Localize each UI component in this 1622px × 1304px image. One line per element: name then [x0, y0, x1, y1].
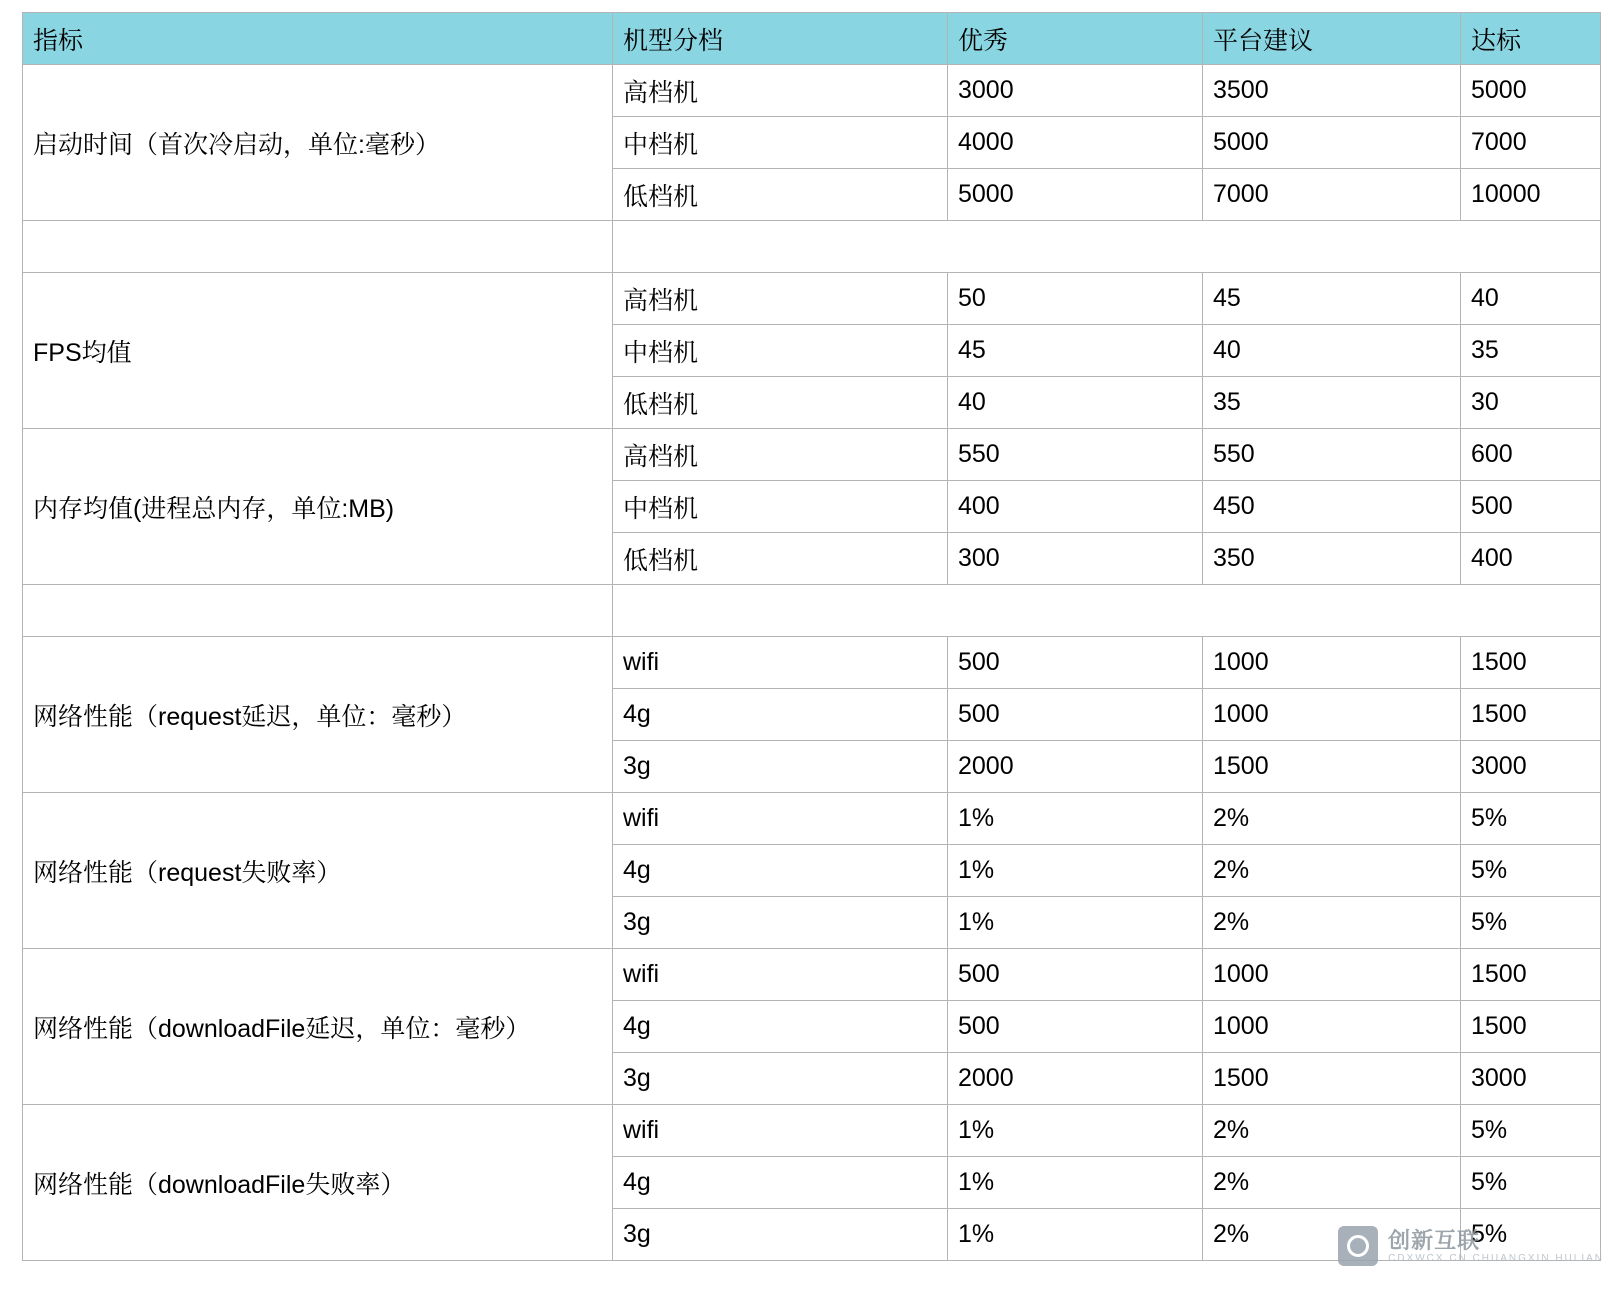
pass-value-cell: 500	[1461, 481, 1601, 533]
metric-name-cell: 网络性能（request延迟，单位：毫秒）	[23, 637, 613, 793]
column-header-excellent: 优秀	[948, 13, 1203, 65]
device-tier-cell: 低档机	[613, 377, 948, 429]
device-tier-cell: 低档机	[613, 533, 948, 585]
watermark-text	[1388, 1228, 1604, 1265]
platform-recommendation-cell: 2%	[1203, 1105, 1461, 1157]
pass-value-cell: 5%	[1461, 897, 1601, 949]
excellent-value-cell: 500	[948, 949, 1203, 1001]
pass-value-cell: 7000	[1461, 117, 1601, 169]
platform-recommendation-cell: 45	[1203, 273, 1461, 325]
excellent-value-cell: 550	[948, 429, 1203, 481]
excellent-value-cell: 500	[948, 637, 1203, 689]
platform-recommendation-cell: 1000	[1203, 1001, 1461, 1053]
excellent-value-cell: 50	[948, 273, 1203, 325]
pass-value-cell: 10000	[1461, 169, 1601, 221]
device-tier-cell: 3g	[613, 1053, 948, 1105]
platform-recommendation-cell: 1000	[1203, 689, 1461, 741]
device-tier-cell: wifi	[613, 793, 948, 845]
device-tier-cell: 4g	[613, 689, 948, 741]
excellent-value-cell: 4000	[948, 117, 1203, 169]
device-tier-cell: 4g	[613, 1157, 948, 1209]
device-tier-cell: 高档机	[613, 273, 948, 325]
metric-name-cell: 内存均值(进程总内存，单位:MB)	[23, 429, 613, 585]
watermark-title: 创新互联	[1388, 1227, 1481, 1253]
metric-name-cell: 网络性能（downloadFile延迟，单位：毫秒）	[23, 949, 613, 1105]
device-tier-cell: wifi	[613, 949, 948, 1001]
pass-value-cell: 5%	[1461, 1157, 1601, 1209]
platform-recommendation-cell: 7000	[1203, 169, 1461, 221]
excellent-value-cell: 500	[948, 689, 1203, 741]
platform-recommendation-cell: 350	[1203, 533, 1461, 585]
spacer-cell-metric	[23, 221, 613, 273]
platform-recommendation-cell: 1500	[1203, 1053, 1461, 1105]
excellent-value-cell: 500	[948, 1001, 1203, 1053]
device-tier-cell: 高档机	[613, 429, 948, 481]
column-header-metric: 指标	[23, 13, 613, 65]
device-tier-cell: 3g	[613, 741, 948, 793]
device-tier-cell: wifi	[613, 637, 948, 689]
table-row	[23, 273, 1601, 325]
spacer-cell-metric	[23, 585, 613, 637]
excellent-value-cell: 40	[948, 377, 1203, 429]
column-header-platform-recommendation: 平台建议	[1203, 13, 1461, 65]
pass-value-cell: 5000	[1461, 65, 1601, 117]
metric-name-cell: FPS均值	[23, 273, 613, 429]
spacer-cell-rest	[613, 221, 1601, 273]
platform-recommendation-cell: 35	[1203, 377, 1461, 429]
platform-recommendation-cell: 2%	[1203, 1209, 1461, 1261]
watermark-subtitle: CDXWCX.CN CHUANGXIN HULIAN	[1388, 1252, 1604, 1264]
platform-recommendation-cell: 550	[1203, 429, 1461, 481]
watermark-logo-icon	[1338, 1226, 1378, 1266]
metric-name-cell: 网络性能（downloadFile失败率）	[23, 1105, 613, 1261]
platform-recommendation-cell: 2%	[1203, 845, 1461, 897]
excellent-value-cell: 5000	[948, 169, 1203, 221]
device-tier-cell: 低档机	[613, 169, 948, 221]
pass-value-cell: 600	[1461, 429, 1601, 481]
pass-value-cell: 40	[1461, 273, 1601, 325]
table-row	[23, 949, 1601, 1001]
device-tier-cell: 中档机	[613, 117, 948, 169]
platform-recommendation-cell: 1000	[1203, 637, 1461, 689]
device-tier-cell: 高档机	[613, 65, 948, 117]
pass-value-cell: 5%	[1461, 845, 1601, 897]
metric-name-cell: 网络性能（request失败率）	[23, 793, 613, 949]
pass-value-cell: 5%	[1461, 1105, 1601, 1157]
platform-recommendation-cell: 5000	[1203, 117, 1461, 169]
excellent-value-cell: 45	[948, 325, 1203, 377]
pass-value-cell: 1500	[1461, 949, 1601, 1001]
excellent-value-cell: 1%	[948, 1209, 1203, 1261]
excellent-value-cell: 2000	[948, 741, 1203, 793]
table-row	[23, 1105, 1601, 1157]
excellent-value-cell: 1%	[948, 845, 1203, 897]
platform-recommendation-cell: 1500	[1203, 741, 1461, 793]
excellent-value-cell: 1%	[948, 1105, 1203, 1157]
table-row	[23, 65, 1601, 117]
platform-recommendation-cell: 3500	[1203, 65, 1461, 117]
device-tier-cell: 4g	[613, 1001, 948, 1053]
excellent-value-cell: 3000	[948, 65, 1203, 117]
performance-metrics-table	[22, 12, 1601, 1261]
pass-value-cell: 1500	[1461, 689, 1601, 741]
pass-value-cell: 5%	[1461, 1209, 1601, 1261]
pass-value-cell: 5%	[1461, 793, 1601, 845]
table-row	[23, 637, 1601, 689]
pass-value-cell: 3000	[1461, 1053, 1601, 1105]
header-row	[23, 13, 1601, 65]
excellent-value-cell: 1%	[948, 897, 1203, 949]
platform-recommendation-cell: 2%	[1203, 897, 1461, 949]
device-tier-cell: 3g	[613, 1209, 948, 1261]
watermark	[1338, 1226, 1604, 1266]
excellent-value-cell: 1%	[948, 793, 1203, 845]
table-row	[23, 793, 1601, 845]
pass-value-cell: 3000	[1461, 741, 1601, 793]
pass-value-cell: 1500	[1461, 637, 1601, 689]
spacer-cell-rest	[613, 585, 1601, 637]
column-header-device-tier: 机型分档	[613, 13, 948, 65]
metric-name-cell: 启动时间（首次冷启动，单位:毫秒）	[23, 65, 613, 221]
device-tier-cell: 3g	[613, 897, 948, 949]
device-tier-cell: 4g	[613, 845, 948, 897]
table-header	[23, 13, 1601, 65]
table-body	[23, 65, 1601, 1261]
pass-value-cell: 400	[1461, 533, 1601, 585]
excellent-value-cell: 400	[948, 481, 1203, 533]
platform-recommendation-cell: 2%	[1203, 793, 1461, 845]
platform-recommendation-cell: 40	[1203, 325, 1461, 377]
platform-recommendation-cell: 450	[1203, 481, 1461, 533]
device-tier-cell: wifi	[613, 1105, 948, 1157]
column-header-pass: 达标	[1461, 13, 1601, 65]
excellent-value-cell: 300	[948, 533, 1203, 585]
excellent-value-cell: 2000	[948, 1053, 1203, 1105]
pass-value-cell: 30	[1461, 377, 1601, 429]
platform-recommendation-cell: 1000	[1203, 949, 1461, 1001]
platform-recommendation-cell: 2%	[1203, 1157, 1461, 1209]
table-row	[23, 429, 1601, 481]
pass-value-cell: 1500	[1461, 1001, 1601, 1053]
device-tier-cell: 中档机	[613, 481, 948, 533]
device-tier-cell: 中档机	[613, 325, 948, 377]
pass-value-cell: 35	[1461, 325, 1601, 377]
table-spacer-row	[23, 221, 1601, 273]
table-spacer-row	[23, 585, 1601, 637]
excellent-value-cell: 1%	[948, 1157, 1203, 1209]
